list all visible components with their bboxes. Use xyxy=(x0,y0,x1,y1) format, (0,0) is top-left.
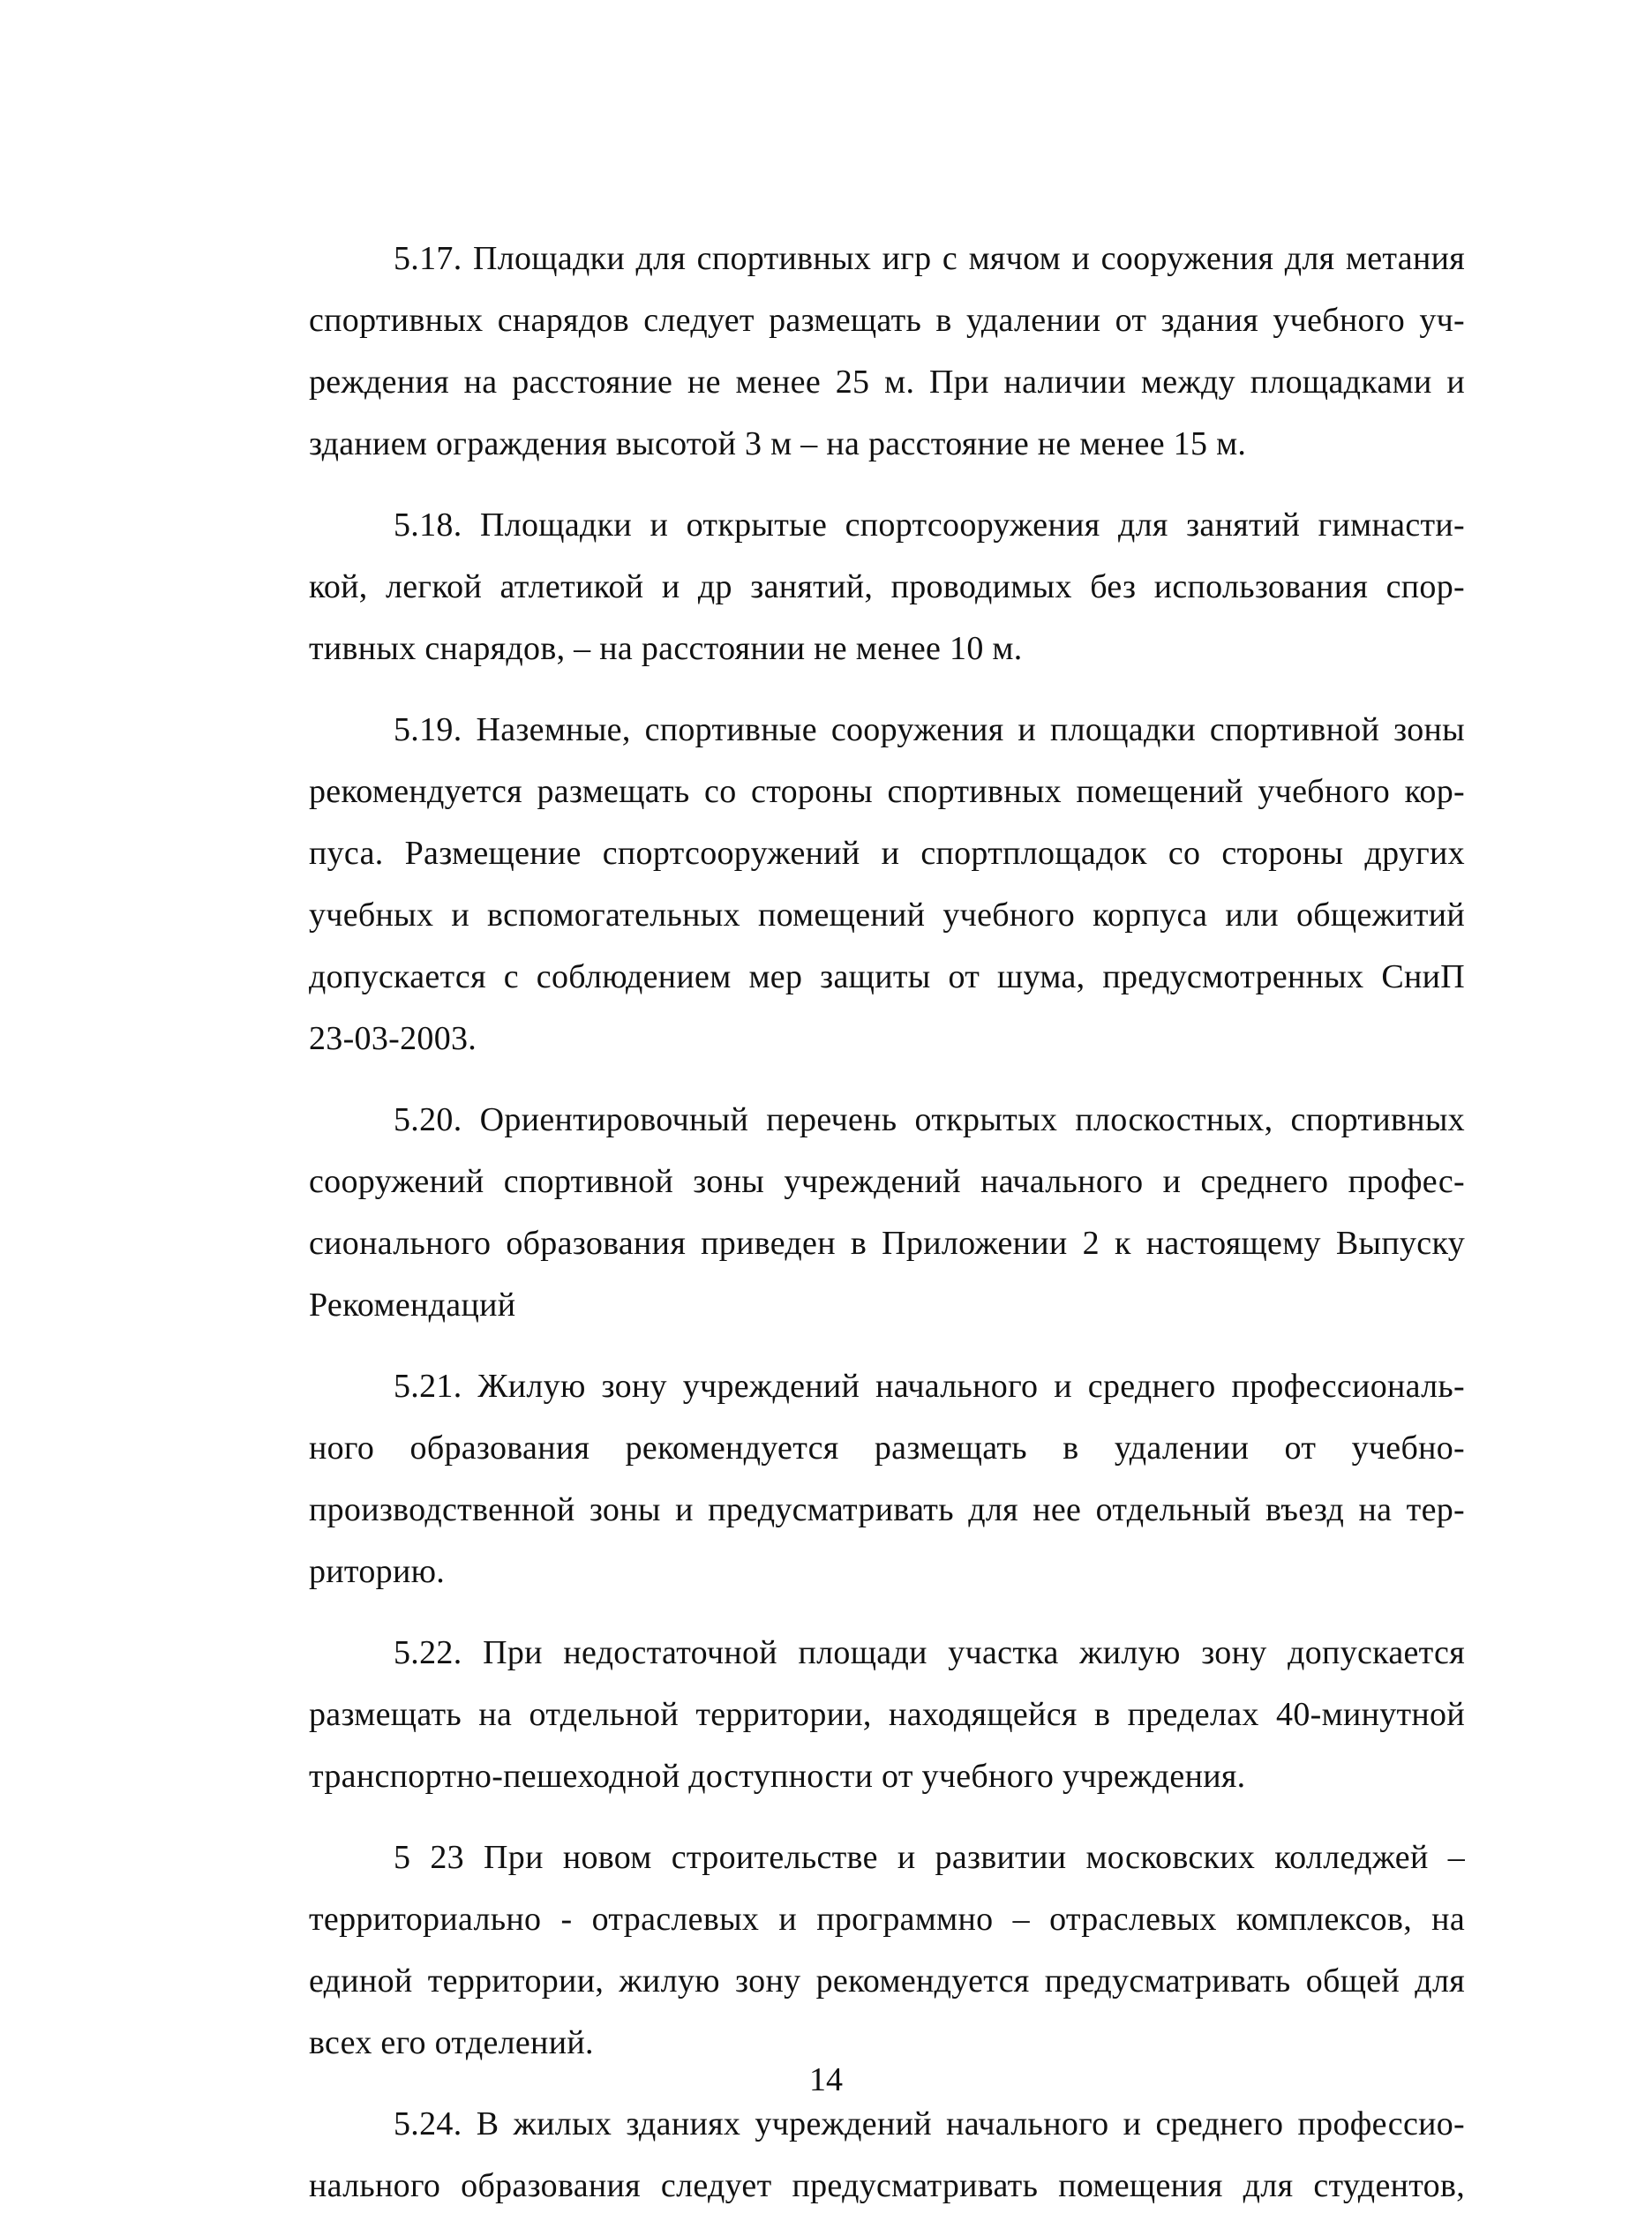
text-line: территориально - отраслевых и программно – отраслевых комплексов, на xyxy=(309,1901,1465,1938)
text-line: спортивных снарядов следует размещать в удалении от здания учебного уч- xyxy=(309,302,1465,339)
paragraph-5-22 xyxy=(309,1622,1465,1807)
paragraph-5-24 xyxy=(309,2093,1465,2217)
text-line: сооружений спортивной зоны учреждений начального и среднего профес- xyxy=(309,1163,1465,1200)
text-line: 5.18. Площадки и открытые спортсооружения для занятий гимнасти- xyxy=(394,506,1465,544)
text-line: 23-03-2003. xyxy=(309,1020,477,1057)
paragraph-5-23 xyxy=(309,1827,1465,2074)
document-body xyxy=(309,228,1465,2236)
text-line: реждения на расстояние не менее 25 м. При наличии между площадками и xyxy=(309,364,1465,401)
paragraph-5-21 xyxy=(309,1355,1465,1602)
text-line: 5 23 При новом строительстве и развитии московских колледжей – xyxy=(394,1839,1465,1876)
paragraph-5-20 xyxy=(309,1089,1465,1336)
text-line: 5.24. В жилых зданиях учреждений начального и среднего профессио- xyxy=(394,2105,1465,2142)
text-line: производственной зоны и предусматривать для нее отдельный въезд на тер- xyxy=(309,1491,1465,1528)
text-line: 5.20. Ориентировочный перечень открытых плоскостных, спортивных xyxy=(394,1101,1465,1138)
text-line: 5.19. Наземные, спортивные сооружения и площадки спортивной зоны xyxy=(394,711,1465,748)
paragraph-5-19 xyxy=(309,699,1465,1069)
text-line: транспортно-пешеходной доступности от учебного учреждения. xyxy=(309,1758,1246,1795)
text-line: пуса. Размещение спортсооружений и спортплощадок со стороны других xyxy=(309,835,1465,872)
paragraph-5-17 xyxy=(309,228,1465,475)
text-line: 5.17. Площадки для спортивных игр с мячом и сооружения для метания xyxy=(394,240,1465,277)
text-line: риторию. xyxy=(309,1553,446,1590)
text-line: допускается с соблюдением мер защиты от шума, предусмотренных СниП xyxy=(309,958,1465,995)
text-line: рекомендуется размещать со стороны спортивных помещений учебного кор- xyxy=(309,773,1465,810)
text-line: 5.22. При недостаточной площади участка жилую зону допускается xyxy=(394,1634,1465,1671)
text-line: 5.21. Жилую зону учреждений начального и среднего профессиональ- xyxy=(394,1368,1465,1405)
text-line: зданием ограждения высотой 3 м – на расстояние не менее 15 м. xyxy=(309,425,1247,462)
text-line: кой, легкой атлетикой и др занятий, проводимых без использования спор- xyxy=(309,568,1465,605)
paragraph-5-18 xyxy=(309,494,1465,679)
text-line: сионального образования приведен в Приложении 2 к настоящему Выпуску xyxy=(309,1225,1465,1262)
text-line: ного образования рекомендуется размещать в удалении от учебно- xyxy=(309,1429,1465,1467)
text-line: учебных и вспомогательных помещений учебного корпуса или общежитий xyxy=(309,897,1465,934)
text-line: размещать на отдельной территории, находящейся в пределах 40-минутной xyxy=(309,1696,1465,1733)
text-line: тивных снарядов, – на расстоянии не менее 10 м. xyxy=(309,630,1023,667)
page-number: 14 xyxy=(809,2061,843,2098)
text-line: единой территории, жилую зону рекомендуется предусматривать общей для xyxy=(309,1962,1465,2000)
text-line: всех его отделений. xyxy=(309,2024,594,2061)
text-line: нального образования следует предусматривать помещения для студентов, xyxy=(309,2167,1465,2204)
text-line: Рекомендаций xyxy=(309,1287,516,1324)
